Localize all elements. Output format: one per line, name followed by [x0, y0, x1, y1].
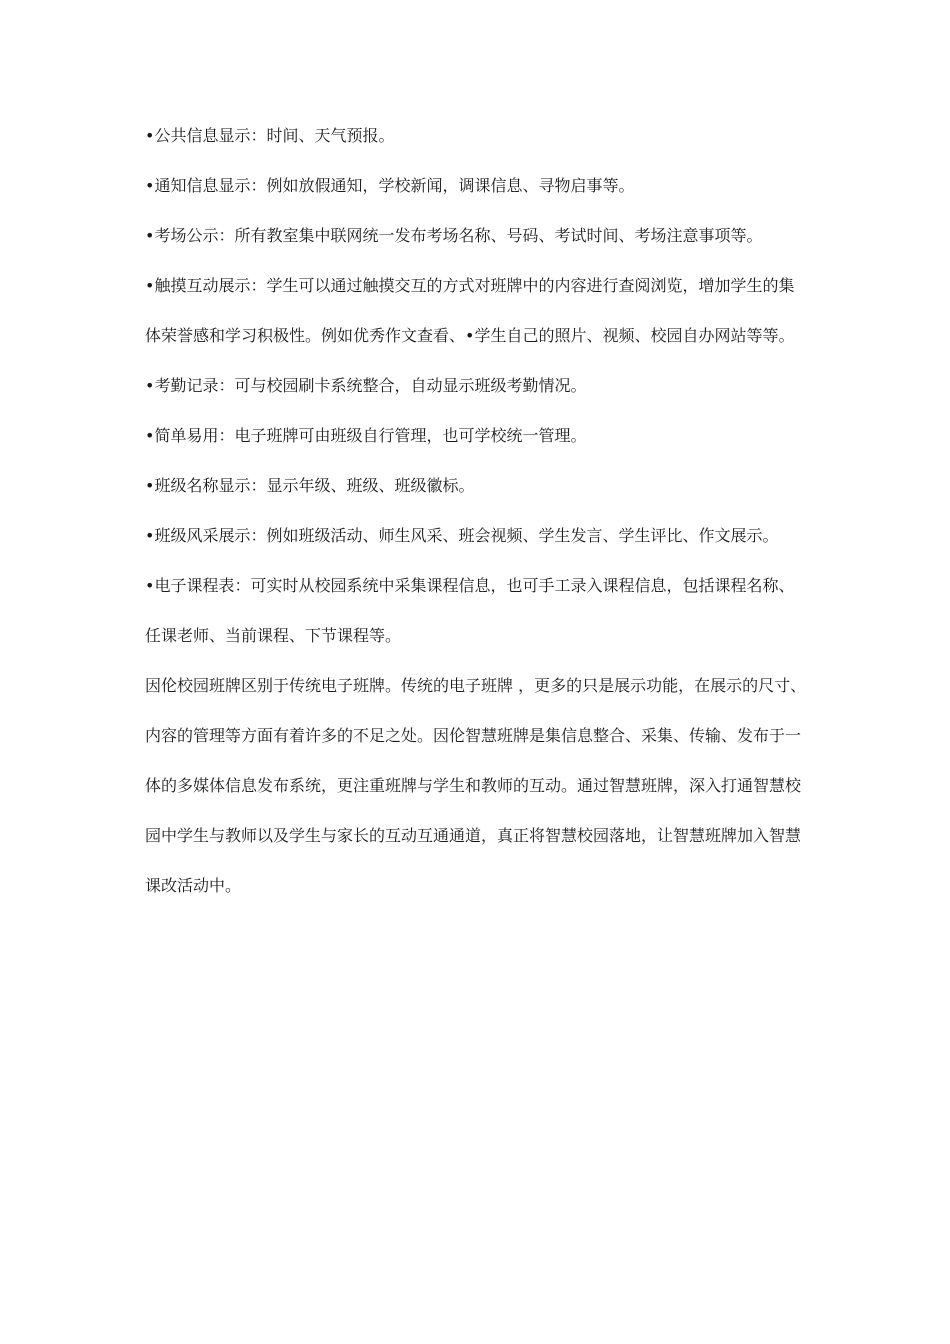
bullet-item-easy-use: •简单易用：电子班牌可由班级自行管理，也可学校统一管理。 — [145, 426, 587, 445]
bullet-item-notice-info: •通知信息显示：例如放假通知，学校新闻，调课信息、寻物启事等。 — [145, 176, 635, 195]
closing-paragraph: 因伦校园班牌区别于传统电子班牌。传统的电子班牌 ，更多的只是展示功能，在展示的尺寸、内容的管理等方面有着许多的不足之处。因伦智慧班牌是集信息整合、采集、传输、发布于一体的多媒体信息发布系统，更注重班牌与学生和教师的互动。通过智慧班牌，深入打通智慧校园中学生与教师以及学生与家长的互动互通通道，真正将智慧校园落地，让智慧班牌加入智慧课改活动中。 — [145, 676, 807, 895]
bullet-item-class-showcase: •班级风采展示：例如班级活动、师生风采、班会视频、学生发言、学生评比、作文展示。 — [145, 526, 779, 545]
bullet-item-touch-interaction: •触摸互动展示：学生可以通过触摸交互的方式对班牌中的内容进行查阅浏览，增加学生的集体荣誉感和学习积极性。例如优秀作文查看、•学生自己的照片、视频、校园自办网站等等。 — [145, 276, 795, 345]
document-body — [145, 124, 810, 924]
bullet-item-exam-notice: •考场公示：所有教室集中联网统一发布考场名称、号码、考试时间、考场注意事项等。 — [145, 226, 763, 245]
bullet-item-timetable: •电子课程表：可实时从校园系统中采集课程信息，也可手工录入课程信息，包括课程名称、任课老师、当前课程、下节课程等。 — [145, 576, 795, 645]
bullet-item-class-name: •班级名称显示：显示年级、班级、班级徽标。 — [145, 476, 475, 495]
bullet-item-attendance: •考勤记录：可与校园刷卡系统整合，自动显示班级考勤情况。 — [145, 376, 587, 395]
bullet-item-public-info: •公共信息显示：时间、天气预报。 — [145, 126, 395, 145]
